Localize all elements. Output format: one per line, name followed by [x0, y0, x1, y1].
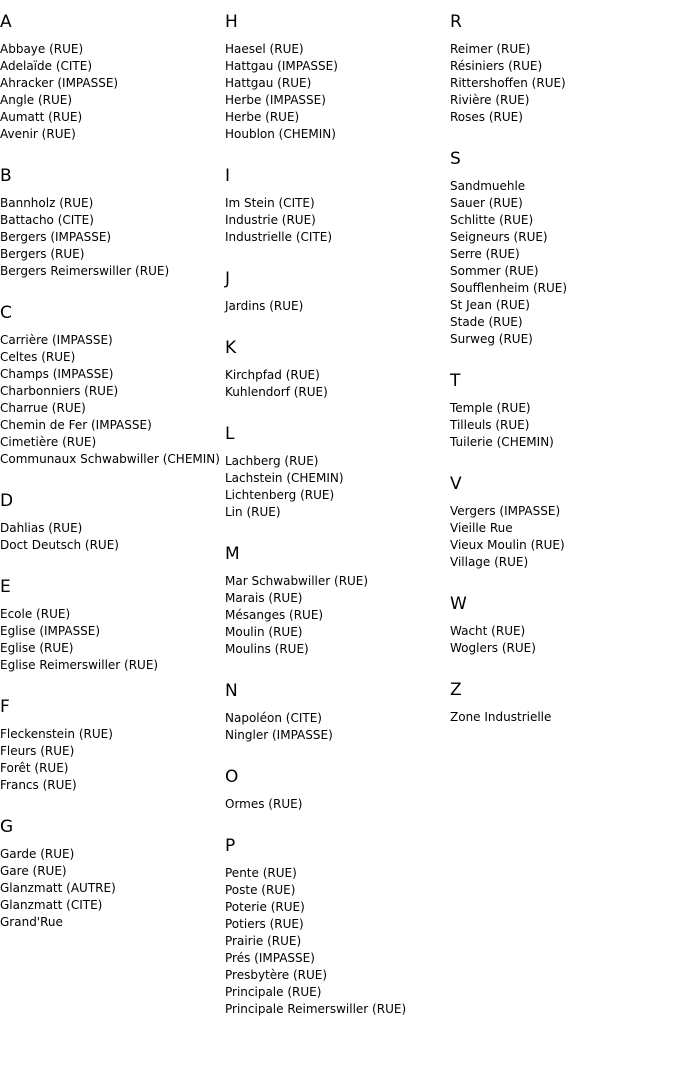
letter-group — [225, 11, 445, 143]
street-item: Eglise Reimerswiller (RUE) — [0, 658, 159, 672]
street-item: Lichtenberg (RUE) — [225, 488, 335, 502]
street-item: Carrière (IMPASSE) — [0, 333, 113, 347]
letter-group — [0, 816, 220, 931]
street-item: St Jean (RUE) — [450, 298, 530, 312]
street-item: Prairie (RUE) — [225, 934, 302, 948]
street-list — [450, 709, 675, 726]
letter-heading: D — [0, 491, 14, 511]
street-item: Moulins (RUE) — [225, 642, 309, 656]
street-list — [450, 400, 675, 451]
letter-group — [225, 835, 445, 1018]
street-item: Poterie (RUE) — [225, 900, 305, 914]
street-item: Charrue (RUE) — [0, 401, 86, 415]
letter-group — [225, 337, 445, 401]
letter-heading: R — [450, 12, 462, 32]
street-item: Glanzmatt (CITE) — [0, 898, 103, 912]
street-item: Zone Industrielle — [450, 710, 552, 724]
letter-heading: M — [225, 544, 240, 564]
street-list — [225, 573, 445, 658]
street-item: Reimer (RUE) — [450, 42, 531, 56]
letter-group — [0, 302, 220, 468]
street-item: Ormes (RUE) — [225, 797, 303, 811]
street-item: Résiniers (RUE) — [450, 59, 543, 73]
street-item: Wacht (RUE) — [450, 624, 526, 638]
street-list — [450, 178, 675, 348]
street-item: Tuilerie (CHEMIN) — [450, 435, 554, 449]
letter-heading: G — [0, 817, 14, 837]
street-item: Vieux Moulin (RUE) — [450, 538, 565, 552]
letter-heading: E — [0, 577, 11, 597]
street-list — [450, 41, 675, 126]
street-item: Industrie (RUE) — [225, 213, 316, 227]
street-item: Prés (IMPASSE) — [225, 951, 315, 965]
letter-heading: C — [0, 303, 12, 323]
letter-group — [225, 165, 445, 246]
street-item: Temple (RUE) — [450, 401, 531, 415]
street-item: Jardins (RUE) — [225, 299, 304, 313]
letter-group — [0, 165, 220, 280]
letter-heading: L — [225, 424, 235, 444]
street-list — [225, 865, 445, 1018]
street-item: Schlitte (RUE) — [450, 213, 534, 227]
street-list — [0, 332, 220, 468]
letter-group — [450, 679, 675, 726]
street-item: Im Stein (CITE) — [225, 196, 315, 210]
street-item: Forêt (RUE) — [0, 761, 69, 775]
street-item: Surweg (RUE) — [450, 332, 533, 346]
street-item: Vieille Rue — [450, 521, 513, 535]
street-item: Rivière (RUE) — [450, 93, 530, 107]
street-list — [0, 726, 220, 794]
street-item: Ecole (RUE) — [0, 607, 71, 621]
letter-group — [225, 766, 445, 813]
street-item: Roses (RUE) — [450, 110, 523, 124]
letter-heading: I — [225, 166, 231, 186]
street-item: Communaux Schwabwiller (CHEMIN) — [0, 452, 220, 466]
street-item: Ahracker (IMPASSE) — [0, 76, 119, 90]
street-item: Hattgau (IMPASSE) — [225, 59, 338, 73]
street-item: Sandmuehle — [450, 179, 526, 193]
street-item: Vergers (IMPASSE) — [450, 504, 561, 518]
street-item: Tilleuls (RUE) — [450, 418, 530, 432]
street-item: Glanzmatt (AUTRE) — [0, 881, 116, 895]
street-item: Woglers (RUE) — [450, 641, 536, 655]
letter-group — [225, 543, 445, 658]
street-item: Presbytère (RUE) — [225, 968, 328, 982]
letter-heading: P — [225, 836, 236, 856]
street-item: Eglise (IMPASSE) — [0, 624, 101, 638]
street-item: Houblon (CHEMIN) — [225, 127, 336, 141]
street-index-column — [450, 0, 675, 748]
street-item: Stade (RUE) — [450, 315, 523, 329]
street-item: Kirchpfad (RUE) — [225, 368, 320, 382]
street-item: Poste (RUE) — [225, 883, 296, 897]
street-item: Soufflenheim (RUE) — [450, 281, 568, 295]
street-list — [0, 41, 220, 143]
street-item: Ningler (IMPASSE) — [225, 728, 333, 742]
street-item: Lachstein (CHEMIN) — [225, 471, 344, 485]
letter-heading: V — [450, 474, 462, 494]
letter-heading: B — [0, 166, 12, 186]
street-item: Moulin (RUE) — [225, 625, 303, 639]
street-item: Serre (RUE) — [450, 247, 520, 261]
street-list — [0, 195, 220, 280]
street-item: Lin (RUE) — [225, 505, 281, 519]
street-item: Avenir (RUE) — [0, 127, 76, 141]
street-item: Celtes (RUE) — [0, 350, 76, 364]
letter-group — [0, 576, 220, 674]
street-item: Charbonniers (RUE) — [0, 384, 119, 398]
letter-heading: K — [225, 338, 237, 358]
letter-group — [225, 680, 445, 744]
letter-heading: J — [225, 269, 231, 289]
letter-group — [0, 11, 220, 143]
street-item: Kuhlendorf (RUE) — [225, 385, 328, 399]
street-list — [0, 520, 220, 554]
street-item: Battacho (CITE) — [0, 213, 94, 227]
street-item: Aumatt (RUE) — [0, 110, 83, 124]
street-item: Haesel (RUE) — [225, 42, 304, 56]
street-list — [0, 846, 220, 931]
letter-group — [450, 370, 675, 451]
street-list — [225, 710, 445, 744]
street-list — [225, 195, 445, 246]
street-item: Sommer (RUE) — [450, 264, 539, 278]
letter-group — [450, 593, 675, 657]
street-item: Chemin de Fer (IMPASSE) — [0, 418, 152, 432]
letter-group — [450, 11, 675, 126]
street-item: Grand'Rue — [0, 915, 63, 929]
street-item: Lachberg (RUE) — [225, 454, 319, 468]
street-list — [225, 367, 445, 401]
street-list — [225, 796, 445, 813]
letter-heading: T — [450, 371, 461, 391]
street-index-column — [225, 0, 445, 1040]
street-item: Principale (RUE) — [225, 985, 322, 999]
letter-group — [225, 268, 445, 315]
street-item: Herbe (RUE) — [225, 110, 300, 124]
street-list — [450, 503, 675, 571]
street-item: Fleckenstein (RUE) — [0, 727, 113, 741]
street-item: Seigneurs (RUE) — [450, 230, 548, 244]
letter-heading: S — [450, 149, 461, 169]
street-item: Principale Reimerswiller (RUE) — [225, 1002, 407, 1016]
street-index-column — [0, 0, 220, 953]
letter-group — [0, 696, 220, 794]
street-list — [450, 623, 675, 657]
street-item: Mésanges (RUE) — [225, 608, 324, 622]
street-item: Francs (RUE) — [0, 778, 77, 792]
street-item: Industrielle (CITE) — [225, 230, 333, 244]
letter-heading: A — [0, 12, 12, 32]
street-list — [0, 606, 220, 674]
street-list — [225, 298, 445, 315]
letter-group — [450, 473, 675, 571]
street-list — [225, 453, 445, 521]
street-item: Pente (RUE) — [225, 866, 297, 880]
street-item: Gare (RUE) — [0, 864, 67, 878]
street-item: Napoléon (CITE) — [225, 711, 322, 725]
letter-heading: N — [225, 681, 238, 701]
street-item: Village (RUE) — [450, 555, 529, 569]
street-item: Marais (RUE) — [225, 591, 303, 605]
street-item: Eglise (RUE) — [0, 641, 74, 655]
letter-heading: W — [450, 594, 467, 614]
street-item: Bannholz (RUE) — [0, 196, 94, 210]
street-item: Fleurs (RUE) — [0, 744, 75, 758]
street-item: Dahlias (RUE) — [0, 521, 83, 535]
street-list — [225, 41, 445, 143]
letter-heading: Z — [450, 680, 462, 700]
letter-heading: F — [0, 697, 10, 717]
street-item: Bergers (RUE) — [0, 247, 85, 261]
street-item: Abbaye (RUE) — [0, 42, 84, 56]
street-item: Garde (RUE) — [0, 847, 75, 861]
letter-group — [225, 423, 445, 521]
street-item: Rittershoffen (RUE) — [450, 76, 566, 90]
letter-heading: H — [225, 12, 238, 32]
street-item: Mar Schwabwiller (RUE) — [225, 574, 369, 588]
street-item: Cimetière (RUE) — [0, 435, 97, 449]
letter-heading: O — [225, 767, 239, 787]
street-item: Herbe (IMPASSE) — [225, 93, 326, 107]
letter-group — [0, 490, 220, 554]
street-item: Adelaïde (CITE) — [0, 59, 93, 73]
letter-group — [450, 148, 675, 348]
street-item: Hattgau (RUE) — [225, 76, 312, 90]
street-item: Potiers (RUE) — [225, 917, 304, 931]
street-item: Sauer (RUE) — [450, 196, 523, 210]
street-item: Bergers (IMPASSE) — [0, 230, 112, 244]
street-item: Bergers Reimerswiller (RUE) — [0, 264, 170, 278]
street-item: Champs (IMPASSE) — [0, 367, 114, 381]
street-item: Angle (RUE) — [0, 93, 73, 107]
street-item: Doct Deutsch (RUE) — [0, 538, 119, 552]
